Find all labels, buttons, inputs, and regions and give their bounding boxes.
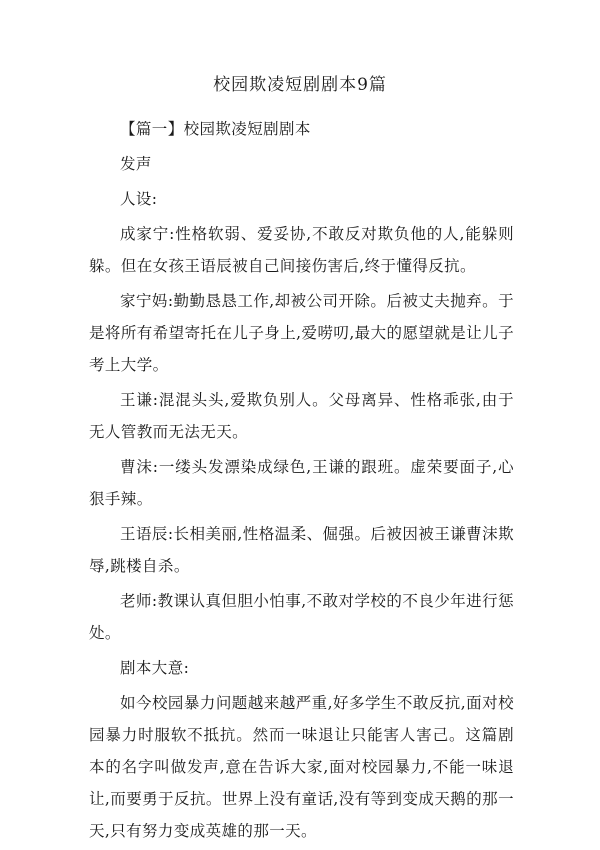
- document-body: [89, 113, 514, 850]
- character-jianing-mother: 家宁妈:勤勤恳恳工作,却被公司开除。后被丈夫抛弃。于是将所有希望寄托在儿子身上,爱唠叨,最大的愿望就是让儿子考上大学。: [89, 292, 514, 374]
- script-title: 发声: [120, 155, 152, 173]
- synopsis-heading: 剧本大意:: [120, 659, 190, 677]
- characters-heading: 人设:: [120, 190, 158, 208]
- document-title: 校园欺凌短剧剧本9篇: [213, 75, 387, 95]
- section-heading: 【篇一】校园欺凌短剧剧本: [120, 120, 311, 138]
- character-cheng-jianing: 成家宁:性格软弱、爱妥协,不敢反对欺负他的人,能躲则躲。但在女孩王语辰被自己间接伤害后,终于懂得反抗。: [89, 225, 514, 275]
- character-cao-mo: 曹沫:一缕头发漂染成绿色,王谦的跟班。虚荣要面子,心狠手辣。: [89, 458, 514, 508]
- character-wang-qian: 王谦:混混头头,爱欺负别人。父母离异、性格乖张,由于无人管教而无法无天。: [89, 391, 514, 441]
- synopsis-paragraph: 如今校园暴力问题越来越严重,好多学生不敢反抗,面对校园暴力时服软不抵抗。然而一味退让只能害人害己。这篇剧本的名字叫做发声,意在告诉大家,面对校园暴力,不能一味退让,而要勇于反抗。世界上没有童话,没有等到变成天鹅的那一天,只有努力变成英雄的那一天。: [89, 694, 514, 840]
- character-wang-yuchen: 王语辰:长相美丽,性格温柔、倔强。后被因被王谦曹沫欺辱,跳楼自杀。: [89, 525, 514, 575]
- character-teacher: 老师:教课认真但胆小怕事,不敢对学校的不良少年进行惩处。: [89, 592, 514, 642]
